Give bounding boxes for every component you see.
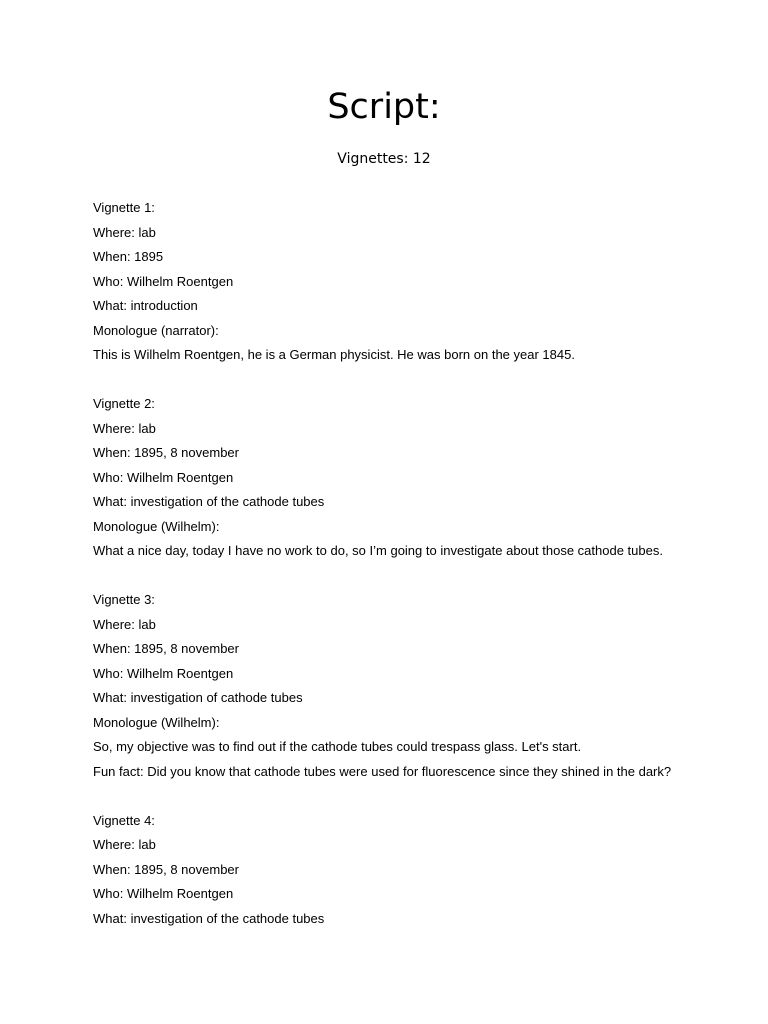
vignette-heading: Vignette 2:: [93, 396, 155, 411]
vignette-what: What: investigation of cathode tubes: [93, 690, 303, 705]
vignette-who: Who: Wilhelm Roentgen: [93, 665, 234, 681]
vignette-monologue: So, my objective was to find out if the cathode tubes could trespass glass. Let's start.: [93, 739, 582, 754]
vignette-who: Who: Wilhelm Roentgen: [93, 273, 234, 289]
vignette-what: What: investigation of the cathode tubes: [93, 910, 325, 926]
vignette-where: Where: lab: [93, 224, 156, 240]
vignette-monologue: This is Wilhelm Roentgen, he is a German physicist. He was born on the year 1845.: [93, 347, 575, 362]
vignette-what: What: investigation of the cathode tubes: [93, 494, 325, 509]
vignette-monologue-label: Monologue (Wilhelm):: [93, 518, 220, 534]
vignette-when: When: 1895, 8 november: [93, 445, 239, 460]
vignette-when: When: 1895, 8 november: [93, 861, 239, 877]
script-body: [93, 198, 733, 958]
vignette-who: Who: Wilhelm Roentgen: [93, 469, 234, 485]
vignette-monologue: What a nice day, today I have no work to do, so I’m going to investigate about those cathode tubes.: [93, 543, 663, 558]
vignette-heading: Vignette 1:: [93, 200, 155, 215]
vignette-when: When: 1895, 8 november: [93, 641, 239, 656]
vignette-fun-fact: Fun fact: Did you know that cathode tubes were used for fluorescence since they shined in the dark?: [93, 763, 672, 779]
vignette-where: Where: lab: [93, 616, 156, 632]
vignette-monologue-label: Monologue (Wilhelm):: [93, 714, 220, 730]
vignette-2: [93, 394, 733, 566]
page-title: Script:: [327, 87, 441, 127]
vignette-count: Vignettes: 12: [337, 151, 431, 167]
vignette-what: What: introduction: [93, 298, 198, 313]
vignette-when: When: 1895: [93, 249, 164, 264]
vignette-monologue-label: Monologue (narrator):: [93, 322, 219, 338]
vignette-where: Where: lab: [93, 837, 156, 852]
vignette-where: Where: lab: [93, 420, 156, 436]
vignette-4: [93, 811, 733, 934]
vignette-1: [93, 198, 733, 370]
vignette-who: Who: Wilhelm Roentgen: [93, 886, 234, 901]
vignette-heading: Vignette 4:: [93, 812, 155, 828]
vignette-3: [93, 590, 733, 786]
vignette-heading: Vignette 3:: [93, 592, 155, 607]
